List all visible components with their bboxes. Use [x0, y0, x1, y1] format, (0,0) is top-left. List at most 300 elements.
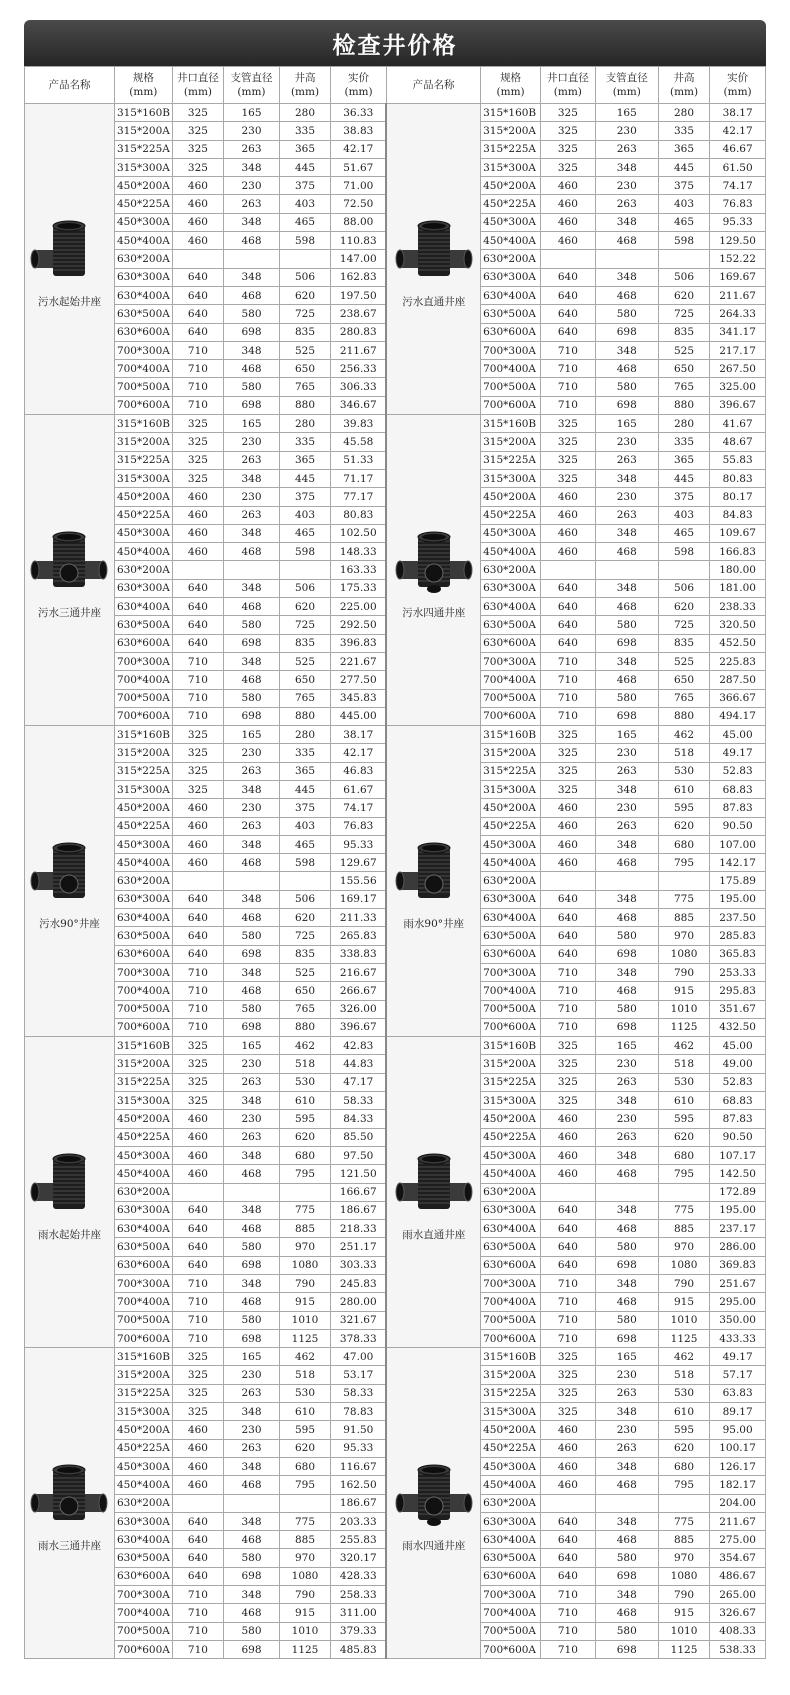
spec-cell: 630*200A — [481, 561, 541, 579]
opening-diameter-cell: 325 — [172, 1366, 223, 1384]
price-cell: 396.67 — [710, 396, 766, 414]
spec-cell: 630*500A — [481, 305, 541, 323]
spec-cell: 315*300A — [481, 158, 541, 176]
branch-diameter-cell: 165 — [595, 415, 658, 433]
opening-diameter-cell: 325 — [541, 433, 596, 451]
spec-cell: 630*300A — [114, 1512, 172, 1530]
branch-diameter-cell: 698 — [224, 707, 280, 725]
opening-diameter-cell: 460 — [541, 1165, 596, 1183]
branch-diameter-cell: 263 — [224, 195, 280, 213]
well-height-cell: 880 — [658, 707, 709, 725]
rainwater-straight-manhole-base-icon — [394, 1141, 474, 1221]
spec-cell: 630*600A — [114, 1256, 172, 1274]
branch-diameter-cell: 165 — [595, 1037, 658, 1055]
branch-diameter-cell: 698 — [224, 323, 280, 341]
branch-diameter-cell: 230 — [595, 744, 658, 762]
branch-diameter-cell: 348 — [224, 268, 280, 286]
well-height-cell: 620 — [658, 598, 709, 616]
opening-diameter-cell: 460 — [172, 488, 223, 506]
branch-diameter-cell: 468 — [595, 1604, 658, 1622]
branch-diameter-cell — [224, 1494, 280, 1512]
branch-diameter-cell: 263 — [224, 762, 280, 780]
price-cell: 142.50 — [710, 1165, 766, 1183]
spec-cell: 450*225A — [481, 195, 541, 213]
price-cell: 163.33 — [331, 561, 387, 579]
opening-diameter-cell: 325 — [541, 451, 596, 469]
spec-cell: 700*500A — [114, 1000, 172, 1018]
price-cell: 152.22 — [710, 250, 766, 268]
spec-cell: 450*200A — [481, 1421, 541, 1439]
opening-diameter-cell: 710 — [541, 341, 596, 359]
branch-diameter-cell: 468 — [595, 1220, 658, 1238]
branch-diameter-cell: 698 — [595, 634, 658, 652]
spec-cell: 700*600A — [114, 707, 172, 725]
price-cell: 76.83 — [331, 817, 387, 835]
opening-diameter-cell: 640 — [172, 1238, 223, 1256]
opening-diameter-cell: 640 — [172, 890, 223, 908]
price-cell: 49.00 — [710, 1055, 766, 1073]
well-height-cell: 650 — [658, 360, 709, 378]
well-height-cell: 1080 — [279, 1567, 330, 1585]
header-well-height: 井高 (mm) — [658, 67, 709, 104]
opening-diameter-cell — [172, 250, 223, 268]
well-height-cell: 610 — [279, 1403, 330, 1421]
spec-cell: 450*400A — [114, 1165, 172, 1183]
spec-cell: 450*300A — [114, 1146, 172, 1164]
well-height-cell: 725 — [658, 305, 709, 323]
well-height-cell: 1125 — [658, 1018, 709, 1036]
product-cell — [25, 415, 115, 726]
well-height-cell: 506 — [279, 268, 330, 286]
spec-cell: 630*400A — [114, 1531, 172, 1549]
well-height-cell: 462 — [279, 1037, 330, 1055]
spec-cell: 315*225A — [114, 140, 172, 158]
well-height-cell: 620 — [279, 286, 330, 304]
price-cell: 180.00 — [710, 561, 766, 579]
opening-diameter-cell: 640 — [172, 1256, 223, 1274]
spec-cell: 450*200A — [114, 1110, 172, 1128]
well-height-cell: 835 — [279, 323, 330, 341]
well-height-cell: 915 — [279, 1293, 330, 1311]
product-cell — [386, 1348, 480, 1659]
opening-diameter-cell: 710 — [172, 396, 223, 414]
spec-cell: 450*225A — [114, 817, 172, 835]
well-height-cell: 650 — [658, 671, 709, 689]
opening-diameter-cell: 710 — [541, 1622, 596, 1640]
spec-cell: 450*200A — [481, 799, 541, 817]
header-price: 实价 (mm) — [331, 67, 387, 104]
opening-diameter-cell: 710 — [541, 1586, 596, 1604]
branch-diameter-cell: 263 — [224, 1439, 280, 1457]
price-cell: 351.67 — [710, 1000, 766, 1018]
spec-cell: 450*200A — [481, 1110, 541, 1128]
spec-cell: 630*300A — [114, 1201, 172, 1219]
product-name: 雨水90°井座 — [403, 918, 465, 931]
spec-cell: 450*225A — [114, 195, 172, 213]
price-cell: 129.50 — [710, 232, 766, 250]
well-height-cell: 280 — [658, 415, 709, 433]
opening-diameter-cell — [172, 561, 223, 579]
opening-diameter-cell: 640 — [541, 634, 596, 652]
product-name: 雨水三通井座 — [37, 1540, 101, 1553]
branch-diameter-cell: 348 — [595, 579, 658, 597]
price-cell: 142.17 — [710, 854, 766, 872]
price-cell: 52.83 — [710, 1073, 766, 1091]
price-cell: 350.00 — [710, 1311, 766, 1329]
branch-diameter-cell: 230 — [595, 177, 658, 195]
well-height-cell: 403 — [279, 817, 330, 835]
spec-cell: 315*300A — [114, 1403, 172, 1421]
opening-diameter-cell: 710 — [172, 1275, 223, 1293]
price-cell: 71.17 — [331, 469, 387, 487]
sewage-90-degree-manhole-base-icon — [29, 830, 109, 910]
spec-cell: 315*225A — [481, 140, 541, 158]
branch-diameter-cell: 468 — [224, 1293, 280, 1311]
spec-cell: 450*300A — [114, 524, 172, 542]
price-cell: 162.83 — [331, 268, 387, 286]
well-height-cell: 620 — [279, 598, 330, 616]
opening-diameter-cell: 640 — [541, 598, 596, 616]
well-height-cell — [279, 1183, 330, 1201]
branch-diameter-cell: 348 — [224, 890, 280, 908]
branch-diameter-cell: 348 — [224, 652, 280, 670]
opening-diameter-cell: 710 — [172, 652, 223, 670]
table-row — [25, 104, 766, 122]
price-cell: 432.50 — [710, 1018, 766, 1036]
well-height-cell: 680 — [658, 1457, 709, 1475]
rainwater-90-degree-manhole-base-icon — [394, 830, 474, 910]
spec-cell: 450*200A — [114, 177, 172, 195]
well-height-cell: 506 — [658, 268, 709, 286]
price-cell: 90.50 — [710, 817, 766, 835]
opening-diameter-cell: 460 — [172, 1165, 223, 1183]
spec-cell: 700*300A — [481, 963, 541, 981]
branch-diameter-cell: 348 — [595, 1586, 658, 1604]
opening-diameter-cell: 710 — [541, 1604, 596, 1622]
spec-cell: 450*200A — [114, 1421, 172, 1439]
price-cell: 87.83 — [710, 799, 766, 817]
branch-diameter-cell — [595, 872, 658, 890]
well-height-cell: 835 — [658, 323, 709, 341]
branch-diameter-cell: 263 — [224, 1128, 280, 1146]
well-height-cell: 775 — [658, 890, 709, 908]
price-cell: 203.33 — [331, 1512, 387, 1530]
price-cell: 58.33 — [331, 1384, 387, 1402]
spec-cell: 630*200A — [114, 1183, 172, 1201]
branch-diameter-cell: 263 — [595, 762, 658, 780]
spec-cell: 630*600A — [114, 323, 172, 341]
opening-diameter-cell: 710 — [172, 341, 223, 359]
well-height-cell: 465 — [279, 213, 330, 231]
branch-diameter-cell: 263 — [224, 1073, 280, 1091]
well-height-cell: 365 — [279, 762, 330, 780]
well-height-cell: 915 — [658, 982, 709, 1000]
spec-cell: 315*160B — [114, 1348, 172, 1366]
price-cell: 109.67 — [710, 524, 766, 542]
spec-cell: 700*500A — [481, 1000, 541, 1018]
branch-diameter-cell: 580 — [595, 1311, 658, 1329]
well-height-cell — [658, 250, 709, 268]
spec-cell: 315*160B — [481, 726, 541, 744]
price-cell: 216.67 — [331, 963, 387, 981]
price-cell: 378.33 — [331, 1329, 387, 1347]
well-height-cell: 462 — [658, 726, 709, 744]
product-cell — [386, 726, 480, 1037]
opening-diameter-cell: 710 — [172, 1604, 223, 1622]
branch-diameter-cell: 263 — [224, 506, 280, 524]
opening-diameter-cell: 710 — [541, 652, 596, 670]
spec-cell: 700*500A — [114, 689, 172, 707]
opening-diameter-cell: 460 — [172, 1439, 223, 1457]
branch-diameter-cell: 165 — [595, 1348, 658, 1366]
well-height-cell: 445 — [279, 780, 330, 798]
spec-cell: 315*225A — [481, 451, 541, 469]
spec-cell: 315*225A — [481, 762, 541, 780]
opening-diameter-cell: 325 — [172, 469, 223, 487]
branch-diameter-cell: 468 — [224, 360, 280, 378]
branch-diameter-cell: 580 — [595, 927, 658, 945]
spec-cell: 700*500A — [481, 1622, 541, 1640]
opening-diameter-cell — [541, 1183, 596, 1201]
branch-diameter-cell: 698 — [595, 1018, 658, 1036]
well-height-cell: 365 — [658, 140, 709, 158]
well-height-cell: 790 — [279, 1275, 330, 1293]
well-height-cell: 375 — [279, 177, 330, 195]
table-row — [25, 1037, 766, 1055]
opening-diameter-cell: 460 — [541, 1128, 596, 1146]
branch-diameter-cell: 468 — [595, 909, 658, 927]
price-cell: 346.67 — [331, 396, 387, 414]
price-table — [24, 66, 766, 1659]
well-height-cell: 970 — [658, 1549, 709, 1567]
well-height-cell: 610 — [279, 1092, 330, 1110]
spec-cell: 700*500A — [114, 378, 172, 396]
opening-diameter-cell: 640 — [172, 579, 223, 597]
well-height-cell: 1080 — [658, 945, 709, 963]
branch-diameter-cell: 580 — [224, 305, 280, 323]
price-cell: 87.83 — [710, 1110, 766, 1128]
price-cell: 88.00 — [331, 213, 387, 231]
spec-cell: 450*200A — [481, 177, 541, 195]
spec-cell: 450*300A — [481, 524, 541, 542]
well-height-cell: 1010 — [658, 1622, 709, 1640]
opening-diameter-cell: 460 — [172, 799, 223, 817]
opening-diameter-cell: 710 — [172, 707, 223, 725]
opening-diameter-cell: 325 — [541, 1403, 596, 1421]
branch-diameter-cell: 468 — [224, 982, 280, 1000]
price-cell: 42.17 — [331, 744, 387, 762]
price-cell: 197.50 — [331, 286, 387, 304]
opening-diameter-cell — [541, 250, 596, 268]
branch-diameter-cell: 230 — [224, 1366, 280, 1384]
spec-cell: 450*225A — [481, 506, 541, 524]
opening-diameter-cell: 710 — [172, 1000, 223, 1018]
branch-diameter-cell: 263 — [595, 1439, 658, 1457]
product-name: 雨水直通井座 — [402, 1229, 466, 1242]
branch-diameter-cell: 468 — [595, 1165, 658, 1183]
well-height-cell: 598 — [279, 543, 330, 561]
price-cell: 57.17 — [710, 1366, 766, 1384]
spec-cell: 700*400A — [114, 982, 172, 1000]
branch-diameter-cell: 230 — [224, 1421, 280, 1439]
opening-diameter-cell: 640 — [541, 286, 596, 304]
branch-diameter-cell: 580 — [595, 689, 658, 707]
opening-diameter-cell: 710 — [172, 963, 223, 981]
table-row — [25, 415, 766, 433]
price-cell: 256.33 — [331, 360, 387, 378]
opening-diameter-cell: 460 — [172, 854, 223, 872]
opening-diameter-cell: 325 — [541, 1037, 596, 1055]
opening-diameter-cell: 460 — [172, 1146, 223, 1164]
product-name: 污水90°井座 — [39, 918, 100, 931]
branch-diameter-cell: 580 — [224, 1622, 280, 1640]
opening-diameter-cell: 325 — [541, 122, 596, 140]
price-cell: 255.83 — [331, 1531, 387, 1549]
spec-cell: 450*200A — [114, 488, 172, 506]
well-height-cell: 610 — [658, 1403, 709, 1421]
well-height-cell: 280 — [279, 104, 330, 122]
spec-cell: 450*300A — [114, 835, 172, 853]
branch-diameter-cell: 698 — [224, 634, 280, 652]
price-cell: 245.83 — [331, 1275, 387, 1293]
spec-cell: 315*300A — [481, 1092, 541, 1110]
sewage-start-manhole-base-icon — [29, 208, 109, 288]
price-cell: 175.89 — [710, 872, 766, 890]
branch-diameter-cell: 580 — [595, 378, 658, 396]
well-height-cell: 598 — [279, 232, 330, 250]
price-cell: 195.00 — [710, 1201, 766, 1219]
spec-cell: 630*500A — [114, 1549, 172, 1567]
well-height-cell: 765 — [658, 689, 709, 707]
branch-diameter-cell: 468 — [224, 1531, 280, 1549]
branch-diameter-cell: 348 — [224, 1457, 280, 1475]
price-cell: 238.67 — [331, 305, 387, 323]
price-cell: 253.33 — [710, 963, 766, 981]
opening-diameter-cell: 325 — [541, 415, 596, 433]
well-height-cell — [279, 872, 330, 890]
branch-diameter-cell: 348 — [595, 469, 658, 487]
spec-cell: 630*600A — [114, 945, 172, 963]
opening-diameter-cell: 325 — [541, 1366, 596, 1384]
price-cell: 162.50 — [331, 1476, 387, 1494]
well-height-cell: 915 — [279, 1604, 330, 1622]
well-height-cell: 1080 — [658, 1256, 709, 1274]
opening-diameter-cell: 710 — [172, 1329, 223, 1347]
opening-diameter-cell: 710 — [541, 963, 596, 981]
spec-cell: 630*300A — [114, 268, 172, 286]
well-height-cell: 790 — [658, 1275, 709, 1293]
branch-diameter-cell: 580 — [224, 616, 280, 634]
spec-cell: 630*600A — [481, 1256, 541, 1274]
header-product-name: 产品名称 — [25, 67, 115, 104]
opening-diameter-cell: 325 — [172, 1092, 223, 1110]
branch-diameter-cell: 698 — [224, 945, 280, 963]
opening-diameter-cell: 325 — [541, 469, 596, 487]
price-cell: 326.00 — [331, 1000, 387, 1018]
price-cell: 147.00 — [331, 250, 387, 268]
branch-diameter-cell: 230 — [595, 799, 658, 817]
price-cell: 89.17 — [710, 1403, 766, 1421]
spec-cell: 700*600A — [481, 1018, 541, 1036]
branch-diameter-cell — [595, 1183, 658, 1201]
branch-diameter-cell: 580 — [595, 305, 658, 323]
opening-diameter-cell: 325 — [541, 158, 596, 176]
table-row — [25, 1348, 766, 1366]
well-height-cell: 595 — [279, 1421, 330, 1439]
price-cell: 408.33 — [710, 1622, 766, 1640]
price-cell: 61.50 — [710, 158, 766, 176]
branch-diameter-cell: 348 — [224, 158, 280, 176]
branch-diameter-cell: 580 — [224, 689, 280, 707]
price-cell: 311.00 — [331, 1604, 387, 1622]
spec-cell: 630*400A — [481, 598, 541, 616]
header-opening-diameter: 井口直径 (mm) — [541, 67, 596, 104]
price-cell: 48.67 — [710, 433, 766, 451]
price-cell: 107.00 — [710, 835, 766, 853]
rainwater-four-way-manhole-base-icon — [394, 1452, 474, 1532]
price-cell: 326.67 — [710, 1604, 766, 1622]
price-cell: 169.67 — [710, 268, 766, 286]
well-height-cell: 1125 — [658, 1640, 709, 1658]
price-cell: 129.67 — [331, 854, 387, 872]
well-height-cell: 620 — [658, 1128, 709, 1146]
opening-diameter-cell: 460 — [172, 213, 223, 231]
spec-cell: 315*300A — [114, 780, 172, 798]
branch-diameter-cell: 468 — [224, 854, 280, 872]
branch-diameter-cell: 468 — [224, 1604, 280, 1622]
price-cell: 292.50 — [331, 616, 387, 634]
price-cell: 287.50 — [710, 671, 766, 689]
price-cell: 85.50 — [331, 1128, 387, 1146]
opening-diameter-cell: 640 — [541, 890, 596, 908]
price-cell: 39.83 — [331, 415, 387, 433]
opening-diameter-cell: 640 — [172, 634, 223, 652]
spec-cell: 630*600A — [114, 1567, 172, 1585]
price-cell: 265.00 — [710, 1586, 766, 1604]
opening-diameter-cell: 710 — [541, 1329, 596, 1347]
opening-diameter-cell: 710 — [172, 671, 223, 689]
branch-diameter-cell: 348 — [224, 213, 280, 231]
spec-cell: 700*300A — [481, 341, 541, 359]
opening-diameter-cell: 640 — [172, 1201, 223, 1219]
opening-diameter-cell: 325 — [172, 726, 223, 744]
well-height-cell: 765 — [279, 689, 330, 707]
branch-diameter-cell: 263 — [595, 451, 658, 469]
well-height-cell: 795 — [658, 1476, 709, 1494]
opening-diameter-cell: 460 — [541, 195, 596, 213]
spec-cell: 630*200A — [481, 1183, 541, 1201]
spec-cell: 630*400A — [481, 1220, 541, 1238]
price-cell: 345.83 — [331, 689, 387, 707]
product-cell — [386, 415, 480, 726]
spec-cell: 630*200A — [481, 1494, 541, 1512]
spec-cell: 315*225A — [114, 1073, 172, 1091]
opening-diameter-cell: 460 — [172, 506, 223, 524]
opening-diameter-cell: 325 — [172, 744, 223, 762]
well-height-cell: 680 — [658, 1146, 709, 1164]
well-height-cell: 518 — [658, 744, 709, 762]
well-height-cell: 790 — [658, 1586, 709, 1604]
branch-diameter-cell: 468 — [224, 671, 280, 689]
price-cell: 91.50 — [331, 1421, 387, 1439]
opening-diameter-cell: 640 — [172, 323, 223, 341]
price-cell: 267.50 — [710, 360, 766, 378]
well-height-cell: 335 — [658, 433, 709, 451]
product-name: 污水起始井座 — [37, 296, 101, 309]
branch-diameter-cell: 698 — [224, 1018, 280, 1036]
well-height-cell: 725 — [279, 927, 330, 945]
spec-cell: 450*300A — [481, 1146, 541, 1164]
